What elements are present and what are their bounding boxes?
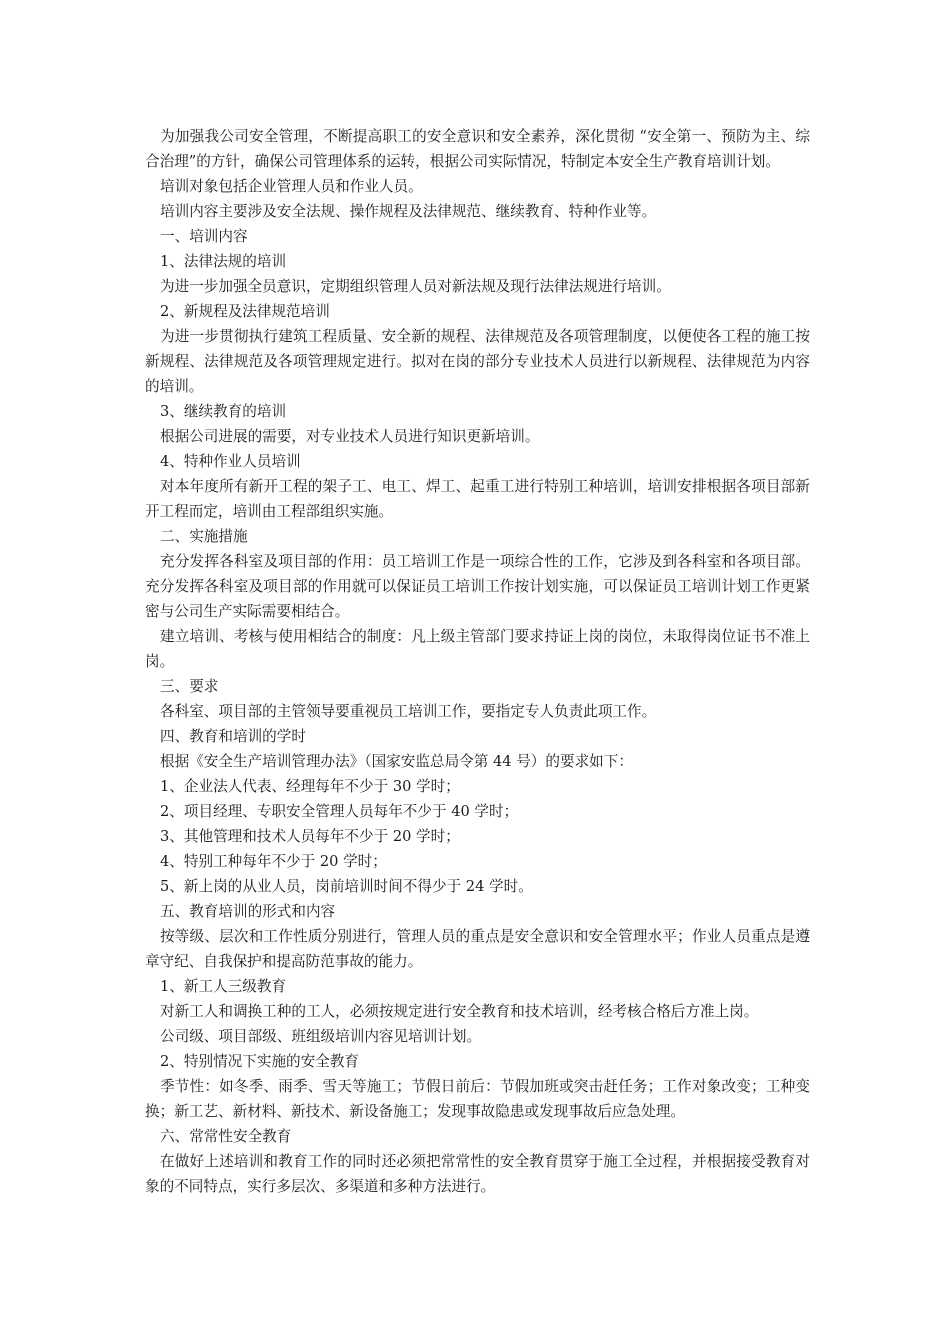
training-content-summary: 培训内容主要涉及安全法规、操作规程及法律规范、继续教育、特种作业等。: [160, 203, 657, 220]
subheading-5-1: 1、新工人三级教育: [160, 978, 287, 995]
paragraph: 对本年度所有新开工程的架子工、电工、焊工、起重工进行特别工种培训，培训安排根据各项目部新开工程而定，培训由工程部组织实施。: [145, 478, 810, 520]
subheading-1-1: 1、法律法规的培训: [160, 253, 287, 270]
section-heading-4: 四、教育和培训的学时: [160, 728, 306, 745]
section-heading-5: 五、教育培训的形式和内容: [160, 903, 336, 920]
paragraph: 公司级、项目部级、班组级培训内容见培训计划。: [160, 1028, 482, 1045]
subheading-1-2: 2、新规程及法律规范培训: [160, 303, 330, 320]
intro-paragraph: 为加强我公司安全管理，不断提高职工的安全意识和安全素养，深化贯彻 “安全第一、预防为主、综合治理”的方针，确保公司管理体系的运转，根据公司实际情况，特制定本安全生产教育培训计划。: [145, 128, 810, 170]
paragraph: 在做好上述培训和教育工作的同时还必须把常常性的安全教育贯穿于施工全过程，并根据接受教育对象的不同特点，实行多层次、多渠道和多种方法进行。: [145, 1153, 810, 1195]
paragraph: 对新工人和调换工种的工人，必须按规定进行安全教育和技术培训，经考核合格后方准上岗。: [160, 1003, 759, 1020]
paragraph: 根据《安全生产培训管理办法》（国家安监总局令第 44 号）的要求如下：: [160, 753, 633, 770]
subheading-1-3: 3、继续教育的培训: [160, 403, 287, 420]
list-item: 3、其他管理和技术人员每年不少于 20 学时；: [160, 828, 460, 845]
section-heading-3: 三、要求: [160, 678, 219, 695]
paragraph: 按等级、层次和工作性质分别进行，管理人员的重点是安全意识和安全管理水平；作业人员重点是遵章守纪、自我保护和提高防范事故的能力。: [145, 928, 810, 970]
paragraph: 为进一步加强全员意识，定期组织管理人员对新法规及现行法律法规进行培训。: [160, 278, 671, 295]
list-item: 1、企业法人代表、经理每年不少于 30 学时；: [160, 778, 460, 795]
paragraph: 充分发挥各科室及项目部的作用：员工培训工作是一项综合性的工作，它涉及到各科室和各项目部。充分发挥各科室及项目部的作用就可以保证员工培训工作按计划实施，可以保证员工培训计划工作更紧密与公司生产实际需要相结合。: [145, 553, 810, 620]
paragraph: 建立培训、考核与使用相结合的制度：凡上级主管部门要求持证上岗的岗位，未取得岗位证书不准上岗。: [145, 628, 810, 670]
section-heading-6: 六、常常性安全教育: [160, 1128, 292, 1145]
subheading-5-2: 2、特别情况下实施的安全教育: [160, 1053, 360, 1070]
paragraph: 各科室、项目部的主管领导要重视员工培训工作，要指定专人负责此项工作。: [160, 703, 657, 720]
training-targets-paragraph: 培训对象包括企业管理人员和作业人员。: [160, 178, 423, 195]
paragraph: 为进一步贯彻执行建筑工程质量、安全新的规程、法律规范及各项管理制度，以便使各工程的施工按新规程、法律规范及各项管理规定进行。拟对在岗的部分专业技术人员进行以新规程、法律规范为内容的培训。: [145, 328, 810, 395]
list-item: 5、新上岗的从业人员，岗前培训时间不得少于 24 学时。: [160, 878, 533, 895]
subheading-1-4: 4、特种作业人员培训: [160, 453, 301, 470]
document-body: [145, 124, 810, 1199]
paragraph: 季节性：如冬季、雨季、雪天等施工；节假日前后：节假加班或突击赶任务；工作对象改变；工种变换；新工艺、新材料、新技术、新设备施工；发现事故隐患或发现事故后应急处理。: [145, 1078, 810, 1120]
list-item: 4、特别工种每年不少于 20 学时；: [160, 853, 387, 870]
paragraph: 根据公司进展的需要，对专业技术人员进行知识更新培训。: [160, 428, 540, 445]
list-item: 2、项目经理、专职安全管理人员每年不少于 40 学时；: [160, 803, 519, 820]
section-heading-1: 一、培训内容: [160, 228, 248, 245]
section-heading-2: 二、实施措施: [160, 528, 248, 545]
